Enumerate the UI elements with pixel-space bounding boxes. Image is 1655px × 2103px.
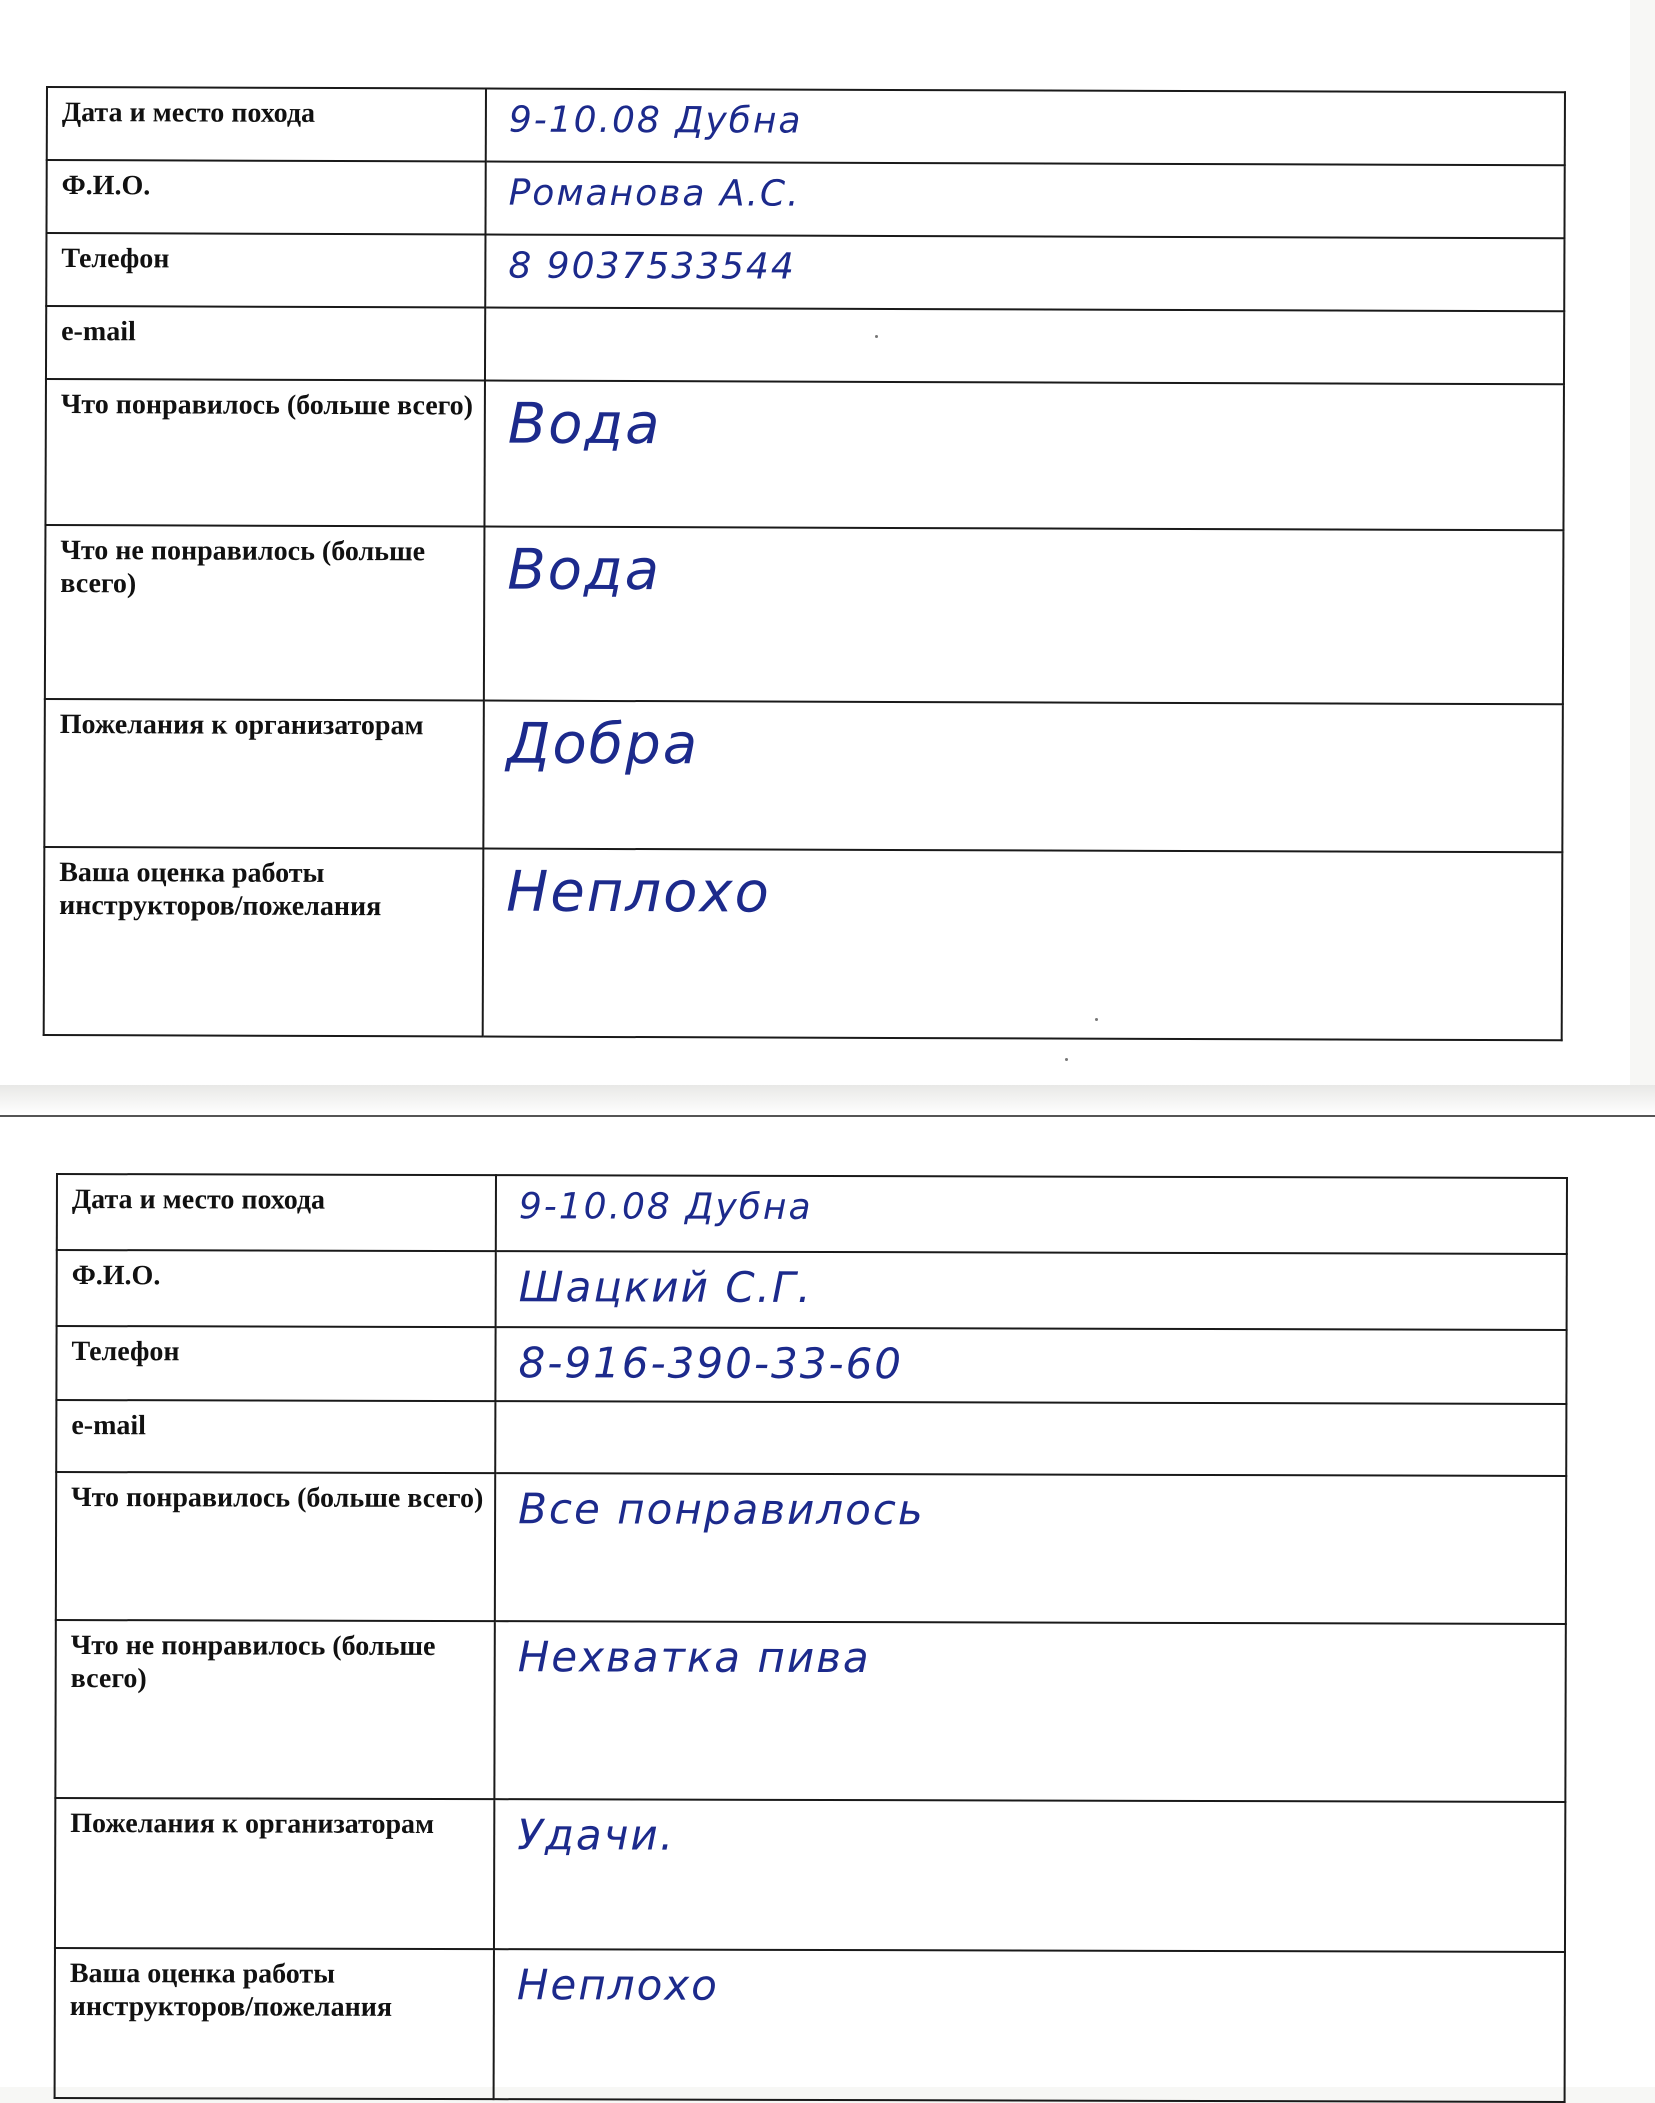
value-liked: Вода [484,381,1564,531]
value-disliked: Вода [484,527,1564,705]
value-email [485,308,1564,385]
value-phone: 8 9037533544 [485,235,1564,312]
value-date-place: 9-10.08 Дубна [496,1175,1567,1254]
value-phone: 8-916-390-33-60 [495,1327,1566,1404]
value-wishes: Добра [483,701,1563,853]
form-row-date-place [57,1174,1567,1254]
form-row-email [56,1400,1566,1476]
value-name: Шацкий С.Г. [496,1251,1567,1330]
value-rating: Неплохо [483,849,1563,1041]
label-rating: Ваша оценка работы инструкторов/пожелания [44,847,484,1037]
label-email: e-mail [46,306,485,381]
form-row-liked [45,379,1564,530]
label-date-place: Дата и место похода [47,87,486,162]
form-row-phone [56,1326,1566,1404]
label-phone: Телефон [56,1326,495,1401]
feedback-form-2 [54,1173,1568,2103]
label-disliked: Что не понравилось (больше всего) [55,1620,494,1799]
value-liked: Все понравилось [495,1473,1566,1624]
label-disliked: Что не понравилось (больше всего) [45,525,485,701]
form-row-liked [56,1472,1566,1624]
label-phone: Телефон [46,233,485,308]
label-liked: Что понравилось (больше всего) [45,379,485,527]
form-row-date-place [47,87,1565,165]
label-date-place: Дата и место похода [57,1174,496,1251]
form-row-rating [55,1948,1565,2102]
label-rating: Ваша оценка работы инструкторов/пожелания [55,1948,494,2099]
form-row-wishes [55,1798,1565,1952]
feedback-form-1 [43,86,1566,1041]
form-row-name [46,160,1564,238]
value-email [495,1401,1566,1476]
form-row-email [46,306,1564,384]
value-date-place: 9-10.08 Дубна [486,89,1565,166]
label-name: Ф.И.О. [57,1250,496,1327]
form-row-rating [44,847,1563,1040]
sheet-gap [0,1085,1655,1115]
form-row-disliked [45,525,1564,704]
value-wishes: Удачи. [494,1799,1565,1952]
label-wishes: Пожелания к организаторам [44,699,484,849]
label-wishes: Пожелания к организаторам [55,1798,494,1949]
scan-speck [1065,1058,1068,1061]
form-row-wishes [44,699,1563,852]
value-disliked: Нехватка пива [494,1621,1565,1802]
label-liked: Что понравилось (больше всего) [56,1472,495,1621]
form-row-disliked [55,1620,1565,1802]
form-row-phone [46,233,1564,311]
value-rating: Неплохо [494,1949,1565,2102]
label-email: e-mail [56,1400,495,1473]
form-row-name [57,1250,1567,1330]
value-name: Романова А.С. [485,162,1564,239]
label-name: Ф.И.О. [46,160,485,235]
